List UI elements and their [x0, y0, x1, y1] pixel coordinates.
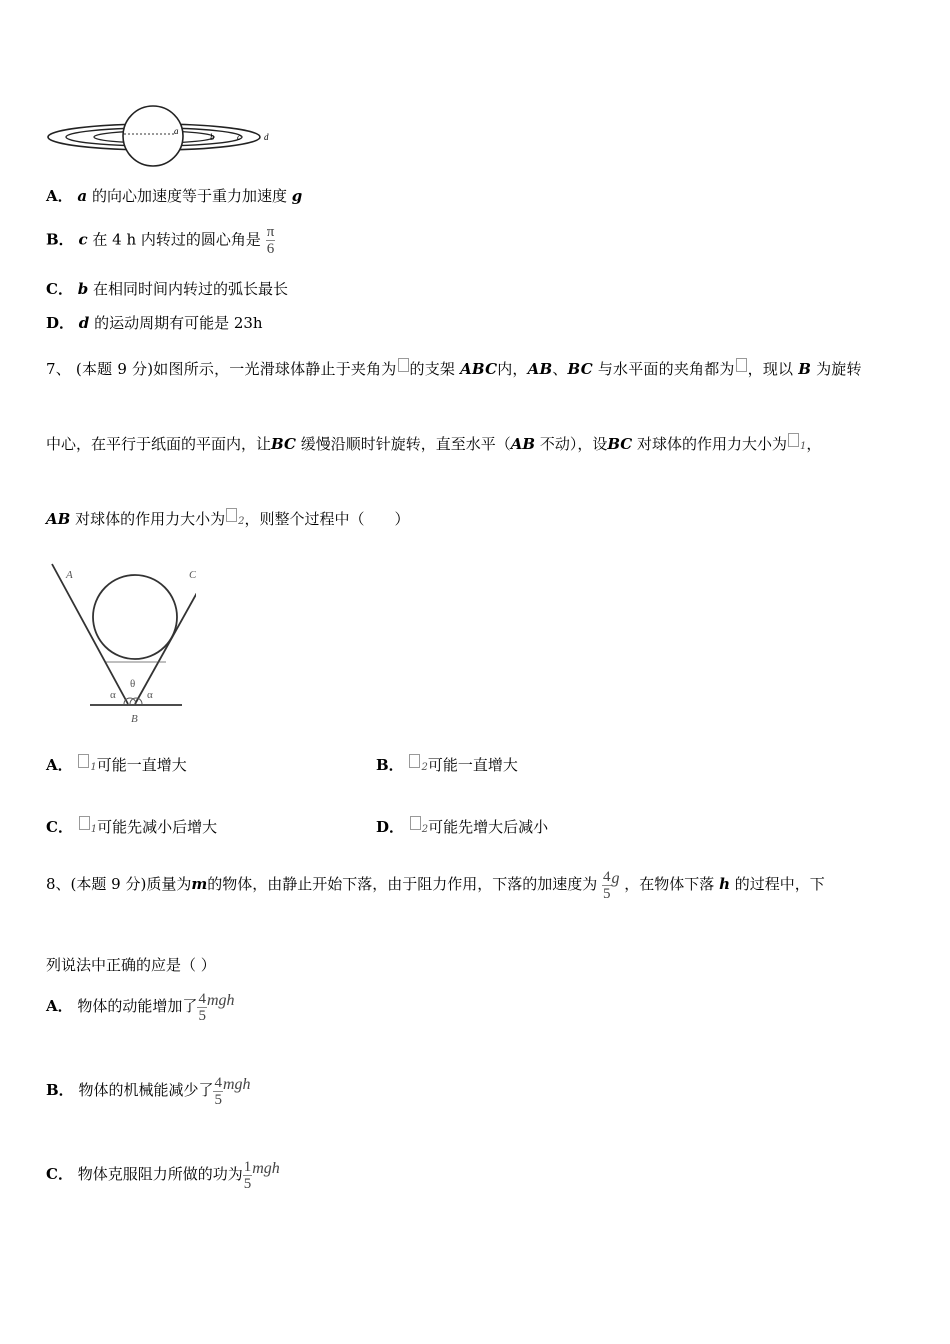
label-alpha-left: α — [110, 689, 116, 701]
fraction-pi-over-6: $\frac{\pi}{6}$ — [266, 224, 275, 257]
label-theta: θ — [130, 678, 136, 690]
label-B: B — [131, 713, 138, 725]
support-figure — [46, 556, 196, 728]
q8-stem-line1: 8、(本题 9 分)质量为m的物体，由静止开始下落，由于阻力作用，下落的加速度为 $\frac{4}{5}$ g ，在物体下落 h 的过程中，下 — [46, 868, 825, 902]
q7-stem-line2: 中心，在平行于纸面的平面内，让BC 缓慢沿顺时针旋转，直至水平（AB 不动），设BC 对球体的作用力大小为 1， — [46, 435, 822, 453]
q8-stem-line2: 列说法中正确的应是（ ） — [46, 956, 216, 974]
f1-placeholder-icon — [788, 433, 799, 447]
q7-option-b: B． 2可能一直增大 — [376, 756, 518, 774]
fraction-4-5: $\frac{4}{5}$ — [198, 990, 206, 1024]
q7-stem-line3: AB 对球体的作用力大小为 2，则整个过程中（ ） — [46, 510, 410, 528]
q6-option-c: C． b 在相同时间内转过的弧长最长 — [46, 280, 289, 298]
arm-bc — [135, 564, 196, 704]
label-A: A — [66, 569, 73, 581]
label-c: c — [237, 132, 241, 142]
q6-option-b: B． c 在 4 h 内转过的圆心角是 $\frac{\pi}{6}$ — [46, 224, 275, 257]
fraction-acceleration: $\frac{4}{5}$ — [603, 868, 611, 902]
ball — [93, 575, 177, 659]
q7-stem-line1: 7、 (本题 9 分)如图所示，一光滑球体静止于夹角为 的支架 ABC内，AB、BC 与水平面的夹角都为 ，现以 B 为旋转 — [46, 360, 862, 378]
alpha-placeholder-icon — [736, 358, 747, 372]
earth-sphere — [123, 106, 183, 166]
q8-option-c: C． 物体克服阻力所做的功为 $\frac{1}{5}$ mgh — [46, 1158, 280, 1192]
q7-option-c: C． 1可能先减小后增大 — [46, 818, 218, 836]
label-a: a — [174, 126, 179, 136]
f1-placeholder-icon — [78, 754, 89, 768]
q7-option-d: D． 2可能先增大后减小 — [376, 818, 549, 836]
label-C: C — [189, 569, 196, 581]
q7-option-a: A． 1可能一直增大 — [46, 756, 187, 774]
f2-placeholder-icon — [226, 508, 237, 522]
theta-placeholder-icon — [398, 358, 409, 372]
arm-ab — [52, 564, 128, 704]
q8-option-a: A． 物体的动能增加了 $\frac{4}{5}$ mgh — [46, 990, 235, 1024]
label-alpha-right: α — [147, 689, 153, 701]
f2-placeholder-icon — [410, 816, 421, 830]
q6-option-a: A． a 的向心加速度等于重力加速度 g — [46, 187, 303, 205]
q8-option-b: B． 物体的机械能减少了 $\frac{4}{5}$ mgh — [46, 1074, 251, 1108]
label-b: b — [210, 132, 215, 142]
label-d: d — [264, 132, 269, 142]
orbit-figure — [44, 100, 284, 170]
fraction-4-5: $\frac{4}{5}$ — [214, 1074, 222, 1108]
f2-placeholder-icon — [409, 754, 420, 768]
f1-placeholder-icon — [79, 816, 90, 830]
fraction-1-5: $\frac{1}{5}$ — [243, 1158, 252, 1192]
q6-option-d: D． d 的运动周期有可能是 23h — [46, 314, 263, 332]
